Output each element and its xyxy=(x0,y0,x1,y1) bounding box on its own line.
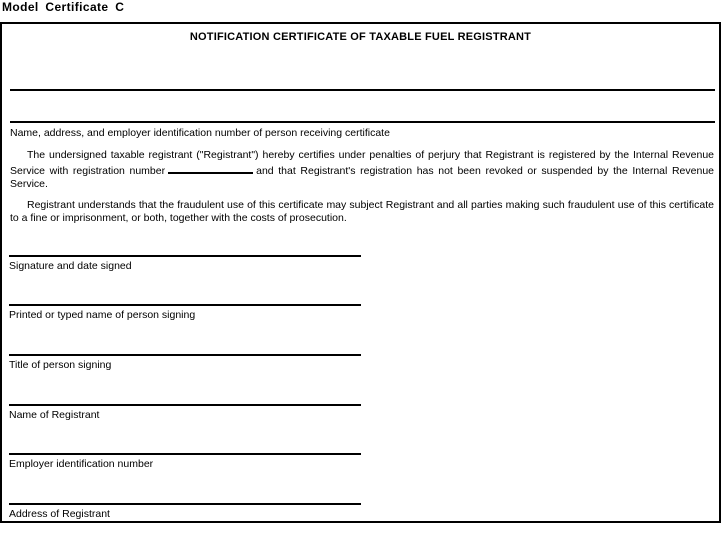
registrant-address-write-line[interactable] xyxy=(9,503,361,505)
signature-date-write-line[interactable] xyxy=(9,255,361,257)
registration-number-blank[interactable] xyxy=(168,162,253,174)
signature-field-row xyxy=(9,255,361,272)
registrant-name-label: Name of Registrant xyxy=(9,409,100,421)
printed-name-field-row xyxy=(9,304,361,321)
signature-date-label: Signature and date signed xyxy=(9,260,132,272)
ein-label: Employer identification number xyxy=(9,458,154,470)
recipient-write-line-1[interactable] xyxy=(10,89,715,91)
title-label: Title of person signing xyxy=(9,359,112,371)
ein-write-line[interactable] xyxy=(9,453,361,455)
certificate-box xyxy=(0,22,721,523)
ein-field-row xyxy=(9,453,361,470)
printed-name-write-line[interactable] xyxy=(9,304,361,306)
title-field-row xyxy=(9,354,361,371)
certificate-title: NOTIFICATION CERTIFICATE OF TAXABLE FUEL REGISTRANT xyxy=(189,31,532,43)
title-write-line[interactable] xyxy=(9,354,361,356)
document-heading: Model Certificate C xyxy=(2,0,125,14)
certification-text-after-blank: and that Registrant's registration has not been revoked or suspended by the Internal Revenue Service. xyxy=(10,165,714,190)
printed-name-label: Printed or typed name of person signing xyxy=(9,309,196,321)
registrant-name-field-row xyxy=(9,404,361,421)
registrant-address-field-row xyxy=(9,503,361,520)
registrant-address-label: Address of Registrant xyxy=(9,508,110,520)
recipient-write-line-2[interactable] xyxy=(10,121,715,123)
certification-text-before-blank: The undersigned taxable registrant ("Registrant") hereby certifies under penalties of perjury that Registrant is registered by the Internal Revenue Service with registration number xyxy=(10,149,714,177)
fraud-warning-paragraph: Registrant understands that the fraudulent use of this certificate may subject Registrant and all parties making such fraudulent use of this certificate to a fine or imprisonment, or both, together with the costs of prosecution. xyxy=(10,199,714,224)
registrant-name-write-line[interactable] xyxy=(9,404,361,406)
recipient-label: Name, address, and employer identification number of person receiving certificate xyxy=(10,127,390,139)
certification-paragraph xyxy=(10,149,714,191)
